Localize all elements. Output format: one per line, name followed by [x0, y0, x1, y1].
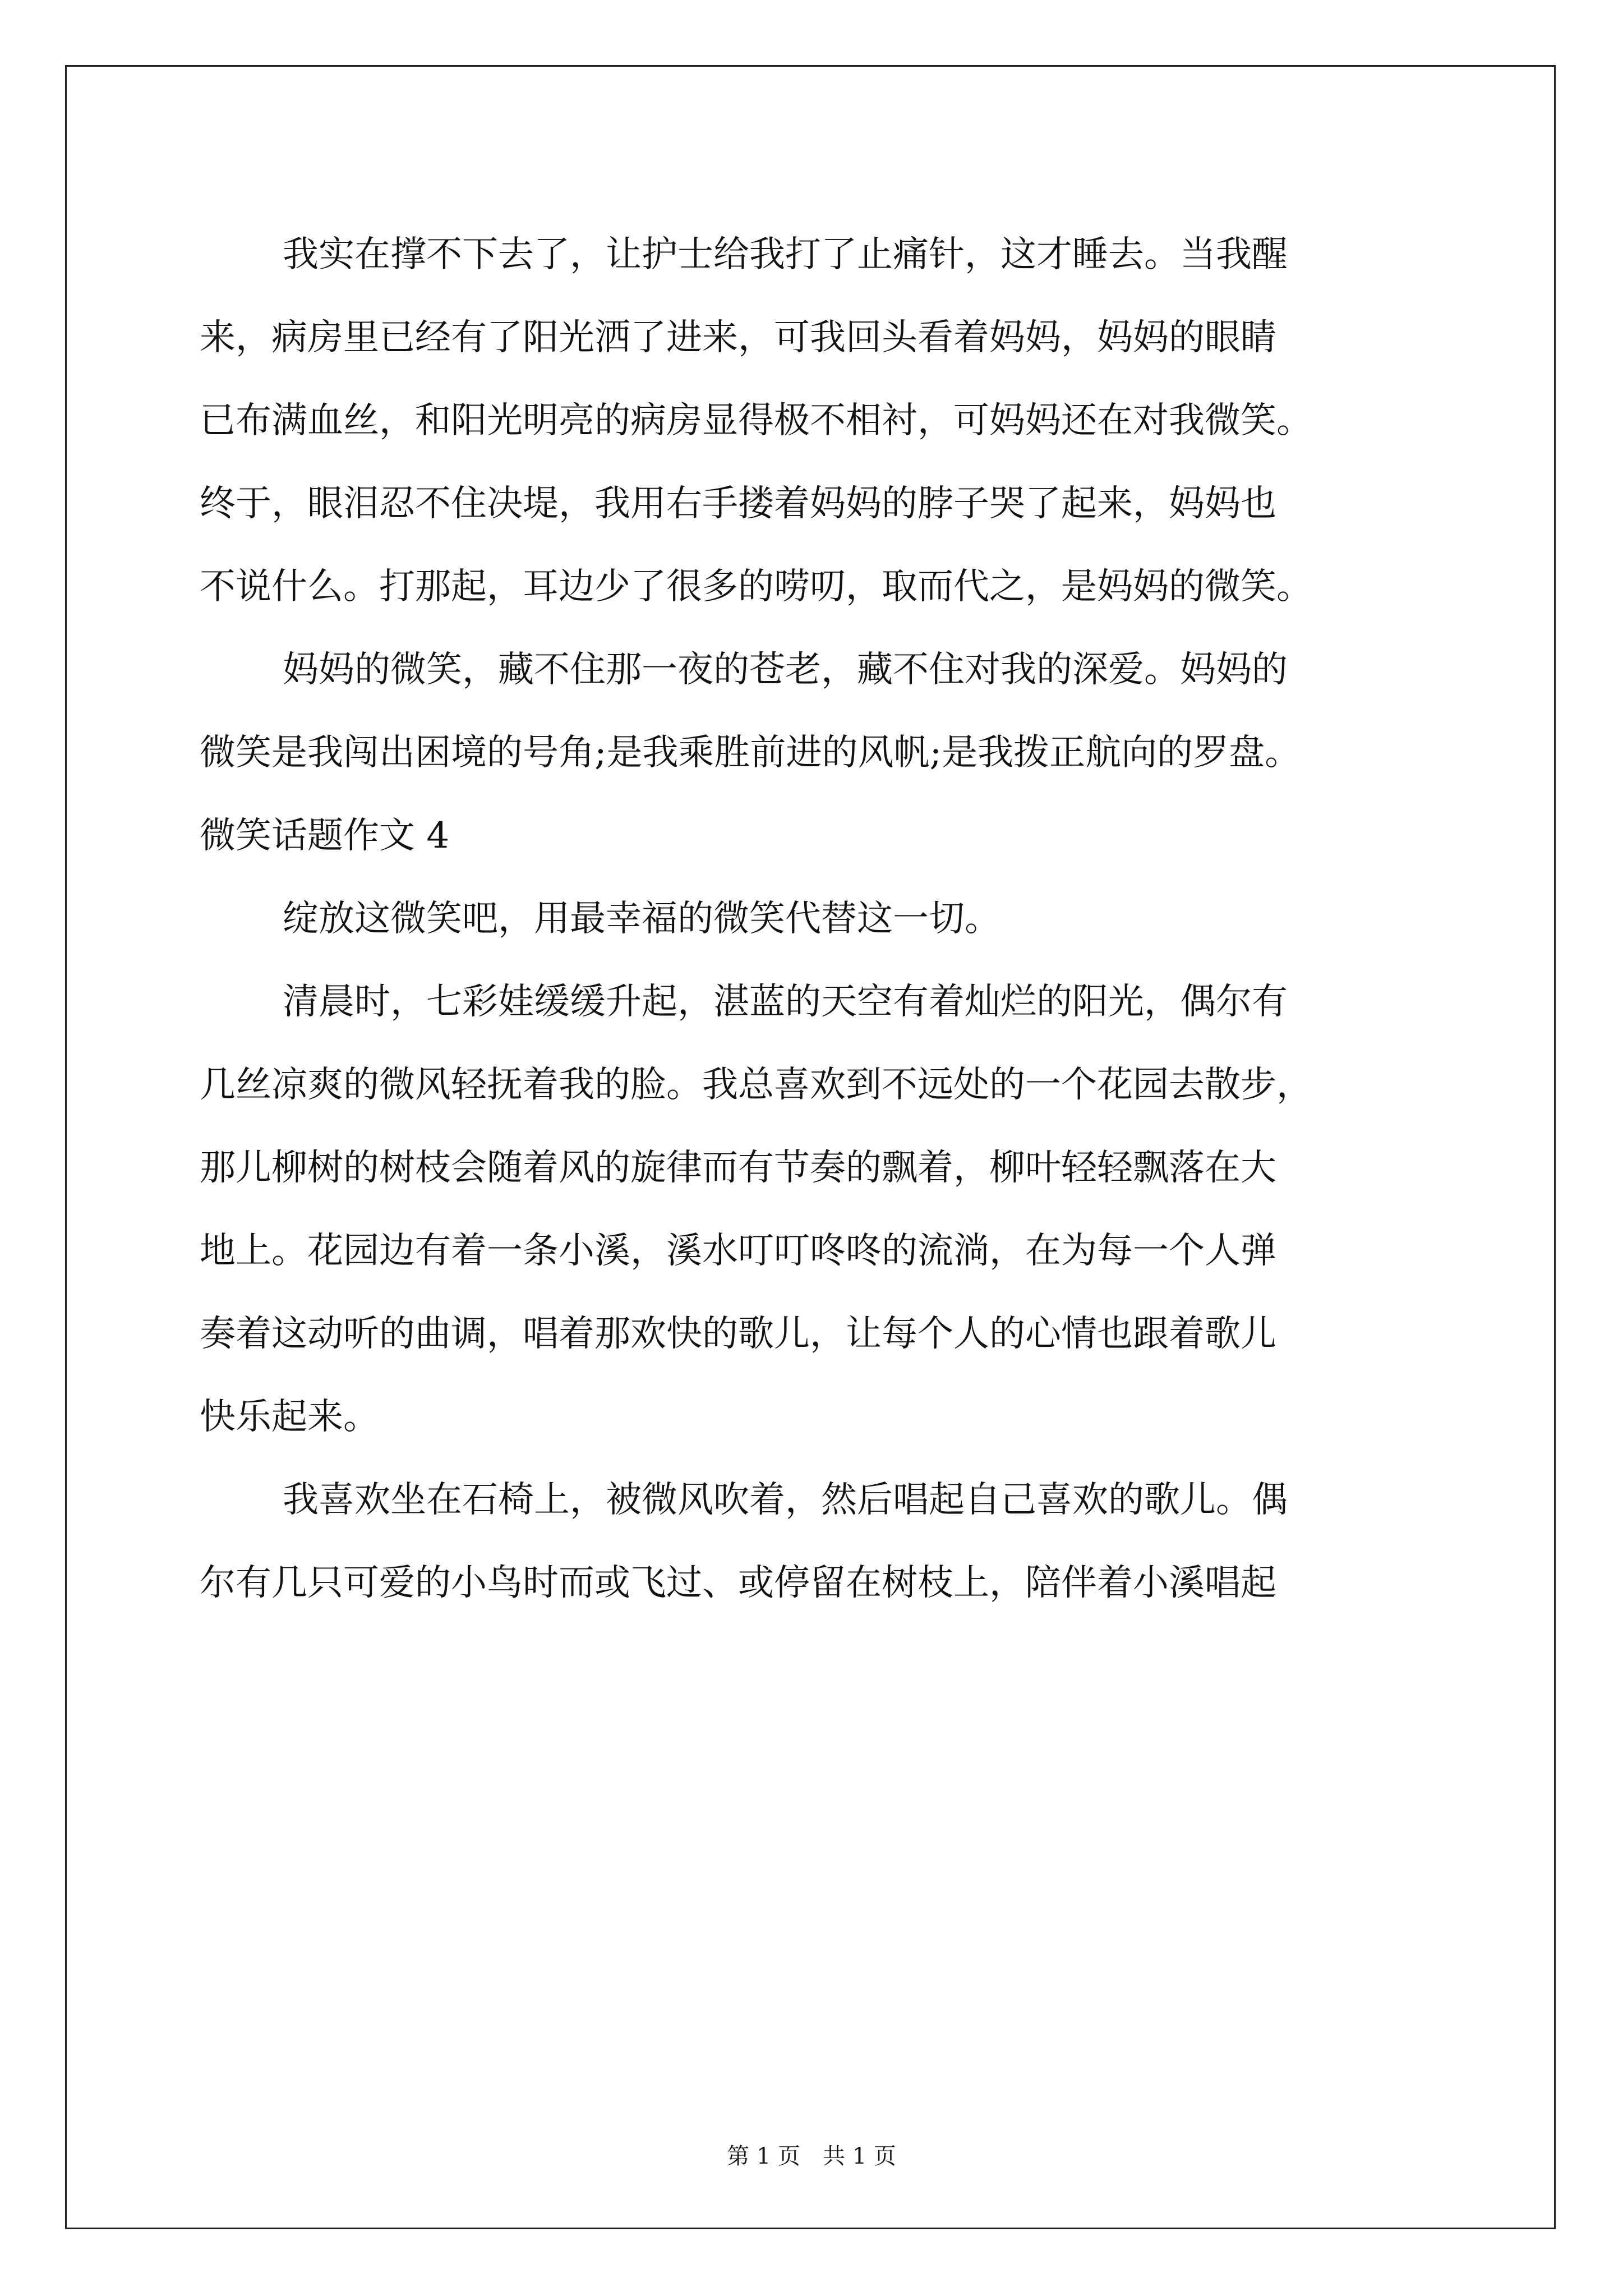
text-line: 我实在撑不下去了，让护士给我打了止痛针，这才睡去。当我醒: [283, 234, 1288, 275]
text-line: 几丝凉爽的微风轻抚着我的脸。我总喜欢到不远处的一个花园去散步，: [200, 1064, 1312, 1106]
text-line: 我喜欢坐在石椅上，被微风吹着，然后唱起自己喜欢的歌儿。偶: [283, 1479, 1288, 1521]
text-line: 奏着这动听的曲调，唱着那欢快的歌儿，让每个人的心情也跟着歌儿: [200, 1313, 1276, 1355]
text-line: 已布满血丝，和阳光明亮的病房显得极不相衬，可妈妈还在对我微笑。: [200, 400, 1312, 441]
text-line: 妈妈的微笑，藏不住那一夜的苍老，藏不住对我的深爱。妈妈的: [283, 649, 1288, 691]
text-line: 快乐起来。: [200, 1396, 379, 1438]
document-body: [200, 213, 1433, 1625]
text-line: 地上。花园边有着一条小溪，溪水叮叮咚咚的流淌，在为每一个人弹: [200, 1230, 1276, 1272]
text-line: 那儿柳树的树枝会随着风的旋律而有节奏的飘着，柳叶轻轻飘落在大: [200, 1147, 1276, 1189]
text-line: 微笑是我闯出困境的号角;是我乘胜前进的风帆;是我拨正航向的罗盘。: [200, 732, 1301, 774]
text-line: 来，病房里已经有了阳光洒了进来，可我回头看着妈妈，妈妈的眼睛: [200, 317, 1276, 358]
text-line: 绽放这微笑吧，用最幸福的微笑代替这一切。: [283, 898, 1000, 940]
text-line: 不说什么。打那起，耳边少了很多的唠叨，取而代之，是妈妈的微笑。: [200, 566, 1312, 608]
text-line: 终于，眼泪忍不住决堤，我用右手搂着妈妈的脖子哭了起来，妈妈也: [200, 483, 1276, 524]
section-heading: 微笑话题作文 4: [200, 815, 450, 857]
page-footer: 第 1 页 共 1 页: [727, 2143, 896, 2169]
text-line: 清晨时，七彩娃缓缓升起，湛蓝的天空有着灿烂的阳光，偶尔有: [283, 981, 1288, 1023]
text-line: 尔有几只可爱的小鸟时而或飞过、或停留在树枝上，陪伴着小溪唱起: [200, 1562, 1276, 1604]
